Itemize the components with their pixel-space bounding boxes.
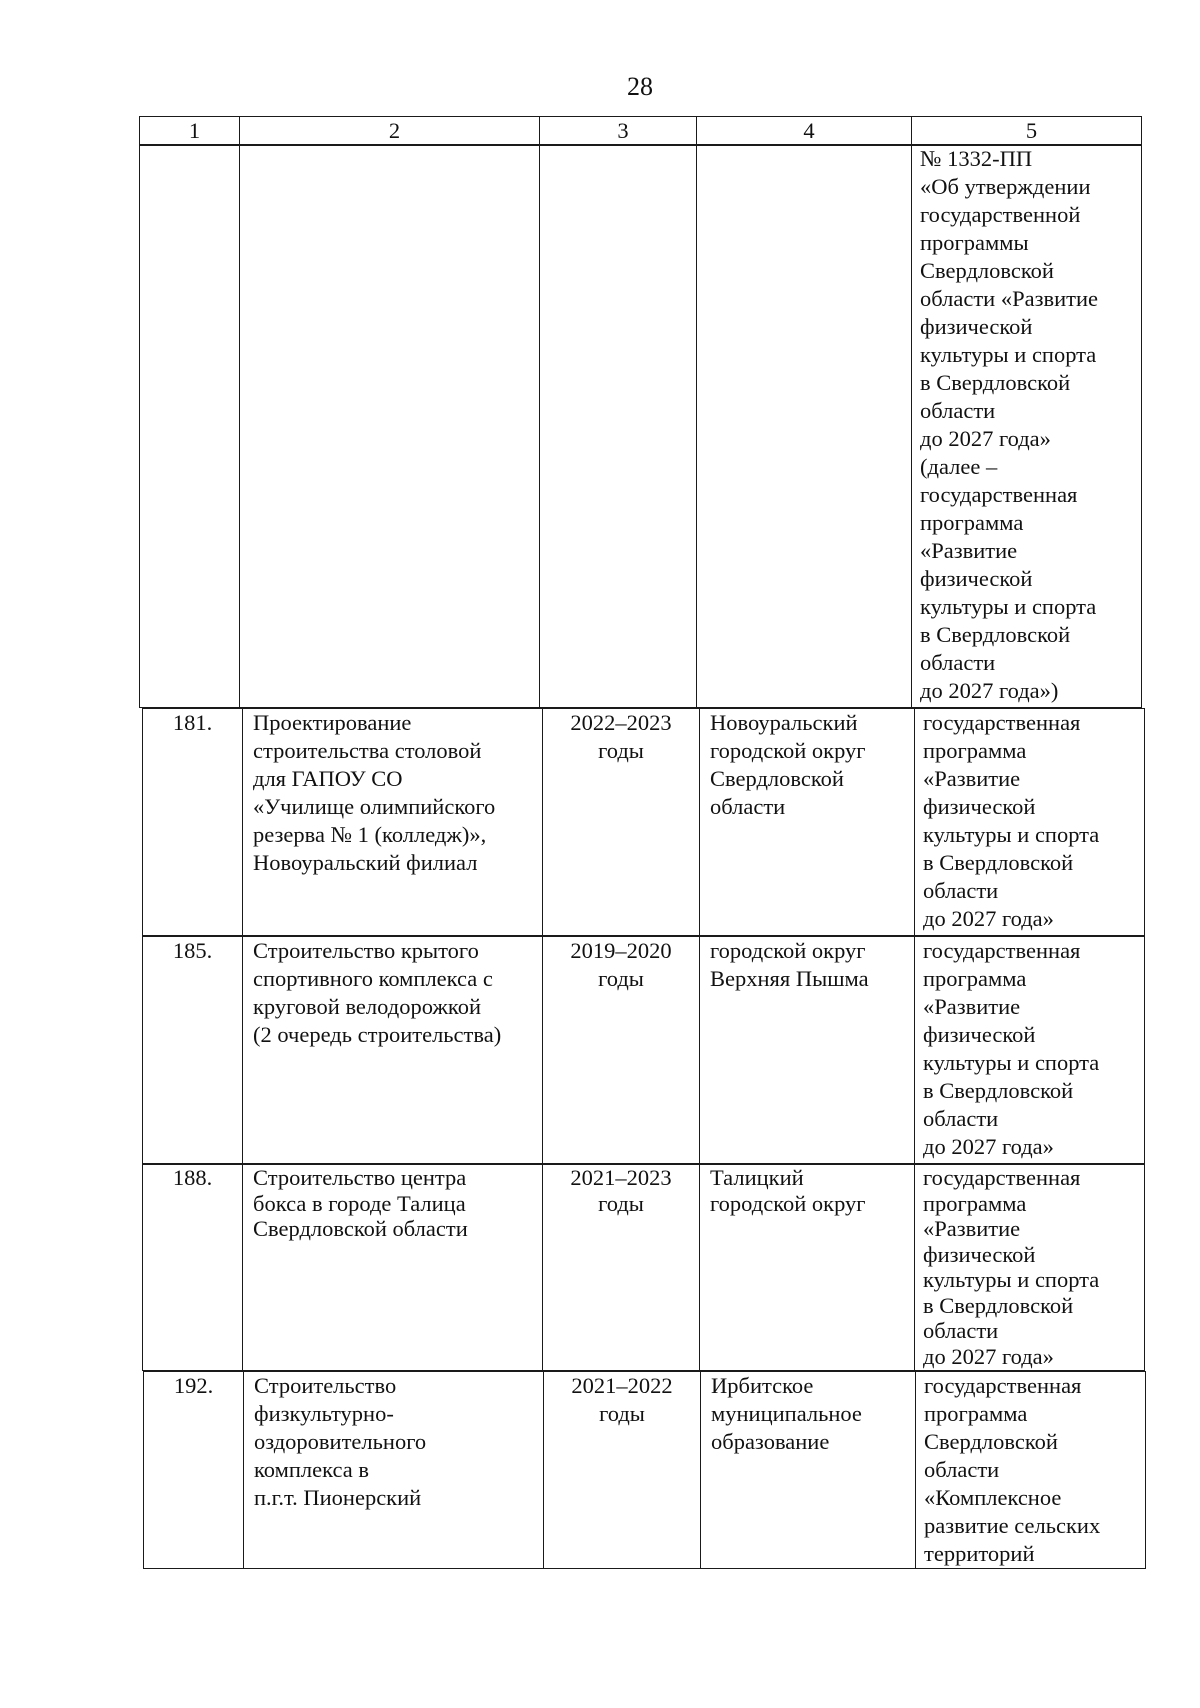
table-header <box>139 116 1142 146</box>
column-header-5: 5 <box>912 117 1142 146</box>
row-location: Талицкий городской округ <box>700 1165 915 1371</box>
row-years: 2022–2023 годы <box>543 709 700 936</box>
row-program: № 1332-ПП «Об утверждении государственной программы Свердловской области «Развитие физической культуры и спорта в Свердловской области до 2027 года» (далее – государственная программа «Развитие физической культуры и спорта в Свердловской области до 2027 года») <box>912 145 1142 708</box>
table-row <box>139 144 1142 708</box>
column-header-4: 4 <box>697 117 912 146</box>
row-program: государственная программа «Развитие физической культуры и спорта в Свердловской области до 2027 года» <box>915 1165 1145 1371</box>
row-object-name <box>240 145 540 708</box>
row-number <box>140 145 240 708</box>
table-row <box>142 936 1145 1164</box>
page-number: 28 <box>627 72 653 101</box>
row-object-name: Проектирование строительства столовой для ГАПОУ СО «Училище олимпийского резерва № 1 (колледж)», Новоуральский филиал <box>243 709 543 936</box>
row-number: 192. <box>144 1372 244 1569</box>
row-location: Новоуральский городской округ Свердловской области <box>700 709 915 936</box>
column-header-3: 3 <box>540 117 697 146</box>
row-program: государственная программа «Развитие физической культуры и спорта в Свердловской области до 2027 года» <box>915 709 1145 936</box>
row-number: 185. <box>143 937 243 1164</box>
row-object-name: Строительство крытого спортивного комплекса с круговой велодорожкой (2 очередь строительства) <box>243 937 543 1164</box>
column-header-2: 2 <box>240 117 540 146</box>
row-program: государственная программа «Развитие физической культуры и спорта в Свердловской области до 2027 года» <box>915 937 1145 1164</box>
row-location: Ирбитское муниципальное образование <box>701 1372 916 1569</box>
column-header-1: 1 <box>140 117 240 146</box>
row-years: 2021–2023 годы <box>543 1165 700 1371</box>
table-row <box>142 1164 1145 1371</box>
row-number: 188. <box>143 1165 243 1371</box>
row-program: государственная программа Свердловской области «Комплексное развитие сельских территорий <box>916 1372 1146 1569</box>
row-object-name: Строительство физкультурно- оздоровительного комплекса в п.г.т. Пионерский <box>244 1372 544 1569</box>
row-location <box>697 145 912 708</box>
row-object-name: Строительство центра бокса в городе Талица Свердловской области <box>243 1165 543 1371</box>
row-location: городской округ Верхняя Пышма <box>700 937 915 1164</box>
table-row <box>142 708 1145 936</box>
row-years: 2021–2022 годы <box>544 1372 701 1569</box>
row-number: 181. <box>143 709 243 936</box>
row-years <box>540 145 697 708</box>
row-years: 2019–2020 годы <box>543 937 700 1164</box>
table-row <box>143 1371 1146 1569</box>
